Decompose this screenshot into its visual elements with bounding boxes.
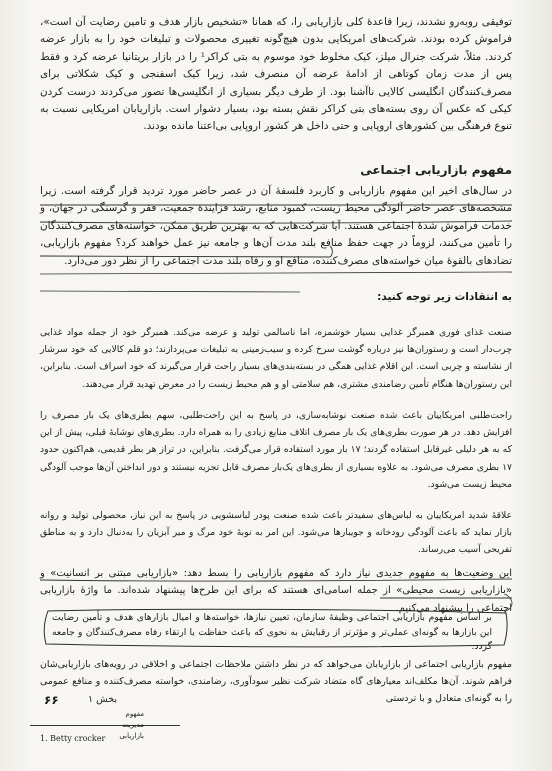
definition-box — [38, 607, 510, 652]
paragraph-new-concept: این وضعیت‌ها به مفهوم جدیدی نیاز دارد که مفهوم بازاریابی را بسط دهد: «بازاریابی مبتنی بر انسانیت» و «بازاریابی زیست محیطی» از جمله اسامی‌ای هستند که برای این طرح‌ها پیشنهاد شده‌اند. ما واژهٔ بازاریابی اجتماعی را پیشنهاد می‌کنیم. — [40, 568, 512, 614]
paragraph-betty-crocker: توفیقی روبه‌رو نشدند، زیرا قاعدهٔ کلی بازاریابی را، که همانا «تشخیص بازار هدف و تامین رضایت آن است»، فراموش کرده بودند. شرکت‌های امریکایی بدون هیچ‌گونه تغییری محصولات و تبلیغات خود را به بازار عرضه کردند. مثلاً، شرکت جنرال میلز، کیک مخلوط خود موسوم به بتی کراکر¹ را در بازار بریتانیا عرضه کرد و فقط پس از مدت زمان کوتاهی از ادامهٔ عرضه آن منصرف شد، زیرا کیک اسفنجی و کیک شکلاتی برای مصرف‌کنندگان انگلیسی کالایی ناآشنا بود. از طرف دیگر بسیاری از انگلیسی‌ها تصور می‌کردند درست کردن کیکی که عکس آن روی بسته‌های بتی کراکر نقش بسته بود، بسیار دشوار است. بازاریابان امریکایی نسبت به تنوع فرهنگی بین کشورهای اروپایی و حتی داخل هر کشور اروپایی بی‌اعتنا مانده بودند. — [40, 16, 513, 133]
definition-text: بر اساس مفهوم بازاریابی اجتماعی وظیفهٔ سازمان، تعیین نیازها، خواسته‌ها و امیال بازارهای هدف و تأمین رضایت این بازارها به گونه‌ای عملی‌تر و مؤثرتر از رقبایش به نحوی که باعث حفاظت یا ارتقاء رفاه مصرف‌کنندگان و جامعه گردد. — [52, 612, 492, 652]
chapter-line-3: بازاریابی — [119, 732, 144, 740]
paragraph-detergent: علاقهٔ شدید امریکاییان به لباس‌های سفیدتر باعث شده صنعت پودر لباسشویی در پاسخ به این نیاز، محصولی تولید و روانه بازار نماید که باعث آلودگی رودخانه و جویبارها می‌شود. این امر به نوبهٔ خود مرگ و میر آبزیان را به‌دنبال دارد و به مناطق تفریحی آسیب می‌رساند. — [40, 510, 512, 556]
paragraph-bottles: راحت‌طلبی امریکاییان باعث شده صنعت نوشابه‌سازی، در پاسخ به این راحت‌طلبی، سهم بطری‌های یک بار مصرف را افزایش دهد. در هر صورت بطری‌های یک بار مصرف اتلاف منابع زیادی را به همراه دارد. بطری‌های نوشابهٔ قبلی، پیش از این که به هر دلیلی غیرقابل استفاده گردند؛ ۱۷ بار مورد استفاده قرار می‌گرفت. بنابراین، در تراز هر بطر قدیمی، هم‌اکنون حدود ۱۷ بطری مصرف می‌شود. به علاوه بسیاری از بطری‌های یک‌بار مصرف قابل تجزیه نیستند و دور انداختن آن‌ها موجب آلودگی محیط زیست می‌شود. — [40, 410, 512, 490]
critiques-intro: به انتقادات زیر توجه کنید: — [377, 291, 512, 303]
paragraph-conclusion: مفهوم بازاریابی اجتماعی از بازاریابان می‌خواهد که در نظر داشتن ملاحظات اجتماعی و اخلاقی در رویه‌های بازاریابی‌شان فراهم شوند. آن‌ها مکلف‌اند معیارهای گاه متضاد شرکت نظیر سودآوری، رضامندی، خواسته مصرف‌کننده و منافع عمومی را به گونه‌ای متعادل و با تردستی — [40, 659, 512, 705]
paragraph-fast-food: صنعت غذای فوری همبرگر غذایی بسیار خوشمزه، اما ناسالمی تولید و عرضه می‌کند. همبرگر خود از جمله مواد غذایی چرب‌دار است و رستوران‌ها نیز درباره گوشت سرخ کرده و سیب‌زمینی به تبلیغات می‌پردازند؛ دو قلم کالایی که خود سرشار از نشاسته و چربی است. این اقلام غذایی همگی در بسته‌بندی‌های بسیار راحت قرار می‌گیرند که خود اسراف است. بنابراین، این رستوران‌ها هنگام تأمین رضامندی مشتری، هم سلامتی او و هم محیط زیست را در معرض تهدید قرار می‌دهند. — [40, 327, 512, 390]
paragraph-societal-intro: در سال‌های اخیر این مفهوم بازاریابی و کاربرد فلسفهٔ آن در عصر حاضر مورد تردید قرار گرفته است. زیرا مشخصه‌های عصر حاضر آلودگی محیط زیست، کمبود منابع، رشد فزایندهٔ جمعیت، فقر و گرسنگی در جهان، و خدمات فراموش شدهٔ اجتماعی هستند. آیا شرکت‌هایی که به بهترین طریق ممکن، خواسته‌های مصرف‌کنندگان را تأمین می‌کنند، لزوماً در جهت حفظ منافع بلند مدت آن‌ها و جامعه نیز عمل خواهند کرد؟ مفهوم بازاریابی، تضادهای بالقوهٔ میان خواسته‌های مصرف‌کننده، منافع او و رفاه بلند مدت اجتماعی را از نظر دور می‌دارد. — [40, 185, 512, 267]
footnote-text: 1. Betty crocker — [40, 734, 106, 743]
section-heading: مفهوم بازاریابی اجتماعی — [360, 163, 512, 177]
chapter-line-2: مدیریت — [121, 721, 144, 729]
part-label: بخش ۱ — [88, 694, 118, 705]
page-number: ۶۶ — [44, 693, 59, 707]
chapter-title — [74, 709, 144, 742]
chapter-line-1: مفهوم — [125, 710, 144, 718]
